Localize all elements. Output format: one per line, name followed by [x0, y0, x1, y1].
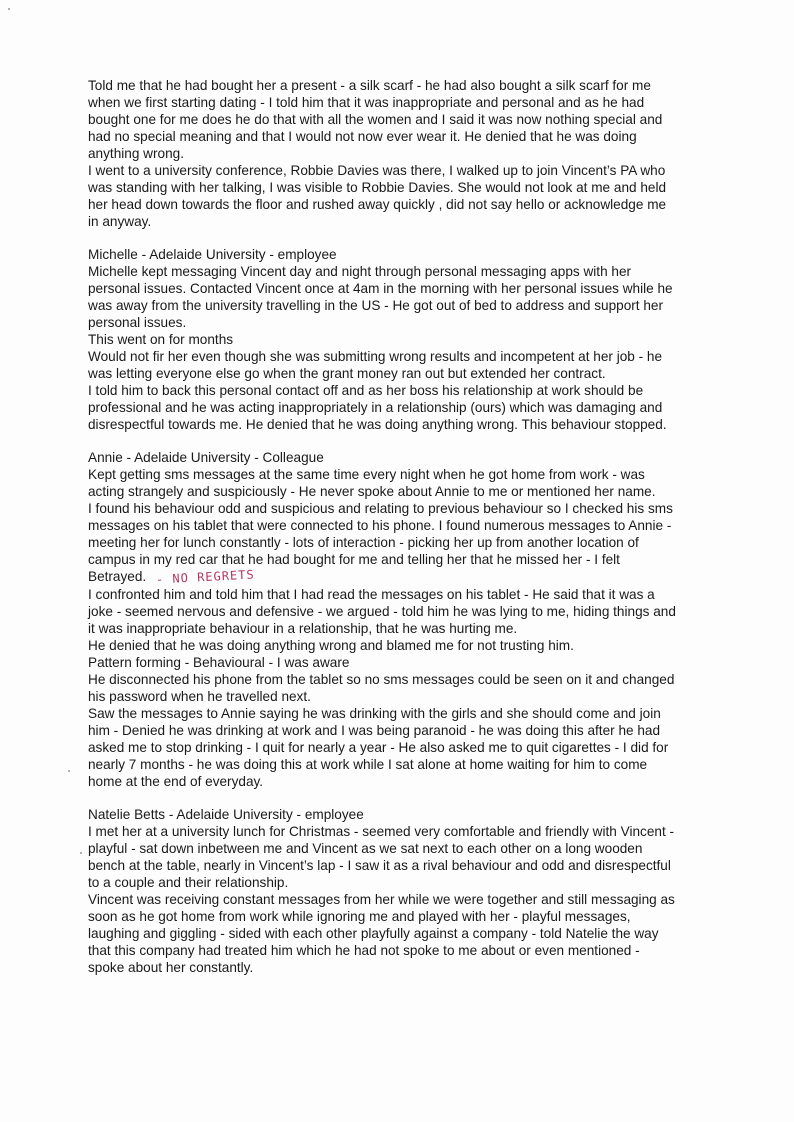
text-line: when we first starting dating - I told him that it was inappropriate and personal and as he had — [88, 95, 645, 110]
text-line: anything wrong. — [88, 146, 184, 161]
text-line: I found his behaviour odd and suspicious and relating to previous behaviour so I checked his sms — [88, 501, 673, 516]
text-line: Pattern forming - Behavioural - I was aware — [88, 655, 350, 670]
text-line: I went to a university conference, Robbie Davies was there, I walked up to join Vincent’s PA who — [88, 163, 666, 178]
text-line: him - Denied he was drinking at work and I was being paranoid - he was doing this after he had — [88, 723, 661, 738]
text-line: in anyway. — [88, 214, 152, 229]
text-line: her head down towards the floor and rushed away quickly , did not say hello or acknowledge me — [88, 197, 667, 212]
text-line: Michelle kept messaging Vincent day and night through personal messaging apps with her — [88, 264, 632, 279]
text-line: meeting her for lunch constantly - lots of interaction - picking her up from another location of — [88, 535, 639, 550]
text-line: I met her at a university lunch for Christmas - seemed very comfortable and friendly with Vincent - — [88, 824, 675, 839]
text-line-with-note — [88, 568, 748, 586]
section-michelle — [88, 246, 748, 433]
text-line: it was inappropriate behaviour in a relationship, that he was hurting me. — [88, 621, 518, 636]
text-line: bench at the table, nearly in Vincent’s lap - I saw it as a rival behaviour and odd and disrespectful — [88, 858, 671, 873]
text-line: joke - seemed nervous and defensive - we argued - told him he was lying to me, hiding things and — [88, 604, 676, 619]
text-line: to a couple and their relationship. — [88, 875, 289, 890]
text-line: Betrayed. — [88, 569, 147, 584]
section-heading: Michelle - Adelaide University - employee — [88, 247, 337, 262]
text-line: professional and he was acting inappropriately in a relationship (ours) which was damaging and — [88, 400, 663, 415]
text-line: home at the end of everyday. — [88, 774, 264, 789]
document-body — [88, 77, 748, 992]
text-line: his password when he travelled next. — [88, 689, 311, 704]
text-line: was letting everyone else go when the grant money ran out but extended her contract. — [88, 366, 606, 381]
section-natelie — [88, 806, 748, 976]
text-line: had no special meaning and that I would not now ever wear it. He denied that he was doing — [88, 129, 637, 144]
section-annie — [88, 449, 748, 790]
text-line: Told me that he had bought her a present - a silk scarf - he had also bought a silk scarf for me — [88, 78, 651, 93]
text-line: Would not fir her even though she was submitting wrong results and incompetent at her job - he — [88, 349, 663, 364]
text-line: playful - sat down inbetween me and Vincent as we sat next to each other on a long wooden — [88, 841, 643, 856]
paragraph-gift-and-conference — [88, 77, 748, 230]
text-line: Vincent was receiving constant messages from her while we were together and still messaging as — [88, 892, 675, 907]
text-line: He denied that he was doing anything wrong and blamed me for not trusting him. — [88, 638, 574, 653]
text-line: personal issues. Contacted Vincent once at 4am in the morning with her personal issues while he — [88, 281, 673, 296]
text-line: Saw the messages to Annie saying he was drinking with the girls and she should come and join — [88, 706, 661, 721]
text-line: I confronted him and told him that I had read the messages on his tablet - He said that it was a — [88, 587, 655, 602]
text-line: that this company had treated him which he had not spoke to me about or even mentioned - — [88, 943, 640, 958]
text-line: Kept getting sms messages at the same time every night when he got home from work - was — [88, 467, 645, 482]
section-heading: Annie - Adelaide University - Colleague — [88, 450, 324, 465]
scan-speck — [80, 852, 82, 854]
text-line: personal issues. — [88, 315, 187, 330]
text-line: He disconnected his phone from the tablet so no sms messages could be seen on it and changed — [88, 672, 675, 687]
text-line: This went on for months — [88, 332, 234, 347]
text-line: disrespectful towards me. He denied that he was doing anything wrong. This behaviour stopped. — [88, 417, 667, 432]
text-line: acting strangely and suspiciously - He never spoke about Annie to me or mentioned her name. — [88, 484, 656, 499]
text-line: was away from the university travelling in the US - He got out of bed to address and support her — [88, 298, 664, 313]
text-line: laughing and giggling - sided with each other playfully against a company - told Natelie the way — [88, 926, 659, 941]
text-line: soon as he got home from work while ignoring me and played with her - playful messages, — [88, 909, 631, 924]
text-line: was standing with her talking, I was visible to Robbie Davies. She would not look at me and held — [88, 180, 667, 195]
section-heading: Natelie Betts - Adelaide University - employee — [88, 807, 364, 822]
text-line: bought one for me does he do that with all the women and I said it was now nothing special and — [88, 112, 663, 127]
text-line: campus in my red car that he had bought for me and telling her that he missed her - I felt — [88, 552, 620, 567]
handwritten-note: - NO REGRETS — [155, 567, 256, 587]
text-line: asked me to stop drinking - I quit for nearly a year - He also asked me to quit cigarettes - I did for — [88, 740, 669, 755]
text-line: nearly 7 months - he was doing this at work while I sat alone at home waiting for him to come — [88, 757, 648, 772]
text-line: I told him to back this personal contact off and as her boss his relationship at work should be — [88, 383, 644, 398]
scan-speck — [68, 770, 70, 772]
text-line: spoke about her constantly. — [88, 960, 254, 975]
scan-speck — [8, 8, 10, 10]
text-line: messages on his tablet that were connected to his phone. I found numerous messages to Annie - — [88, 518, 672, 533]
